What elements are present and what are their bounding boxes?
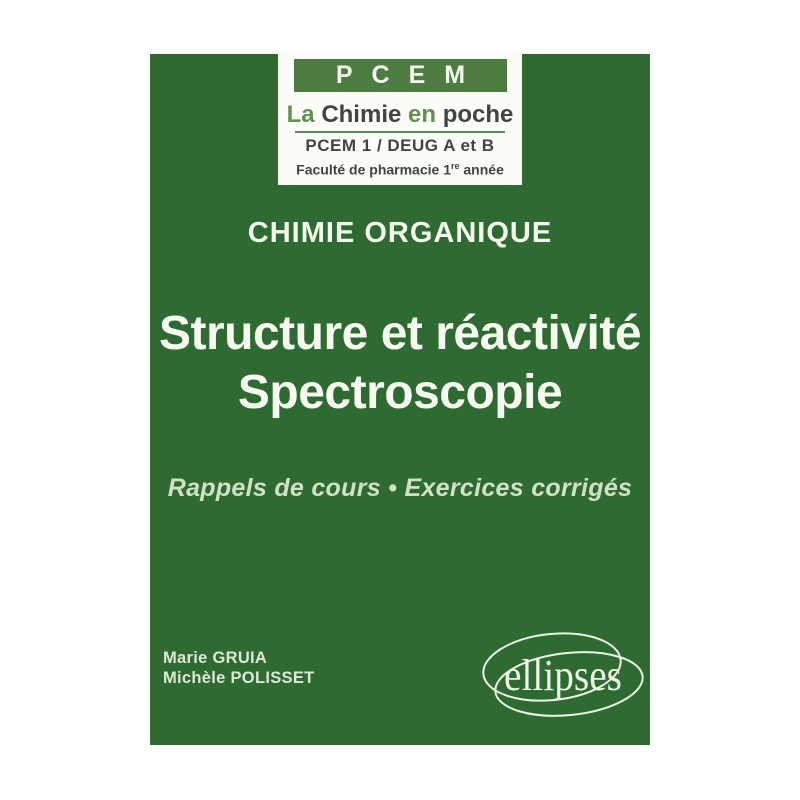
- author-name: Michèle POLISSET: [163, 668, 315, 687]
- faculty-line-suffix: année: [459, 161, 504, 178]
- book-subtitle: Rappels de cours • Exercices corrigés: [167, 474, 633, 502]
- category-heading: CHIMIE ORGANIQUE: [247, 217, 553, 249]
- faculty-line-superscript: re: [450, 161, 460, 171]
- book-cover: [150, 54, 650, 745]
- collection-word: poche: [442, 101, 514, 128]
- book-title-line1: Structure et réactivité: [158, 307, 642, 360]
- collection-word: en: [408, 101, 437, 128]
- publisher-logo: [478, 622, 662, 726]
- author-list: [163, 649, 315, 688]
- series-badge: PCEM: [294, 59, 507, 92]
- book-title-line2: Spectroscopie: [237, 366, 563, 419]
- publisher-logo-text: ellipses: [504, 651, 622, 700]
- faculty-line: [278, 157, 522, 179]
- book-title: [150, 304, 650, 422]
- faculty-line-prefix: Faculté de pharmacie 1: [296, 161, 451, 178]
- series-header-box: [278, 54, 522, 185]
- collection-word: La: [286, 101, 315, 128]
- collection-word: Chimie: [321, 101, 402, 128]
- collection-title: [278, 101, 522, 129]
- divider-line: [295, 131, 505, 133]
- author-name: Marie GRUIA: [163, 649, 268, 667]
- audience-line: PCEM 1 / DEUG A et B: [305, 136, 495, 155]
